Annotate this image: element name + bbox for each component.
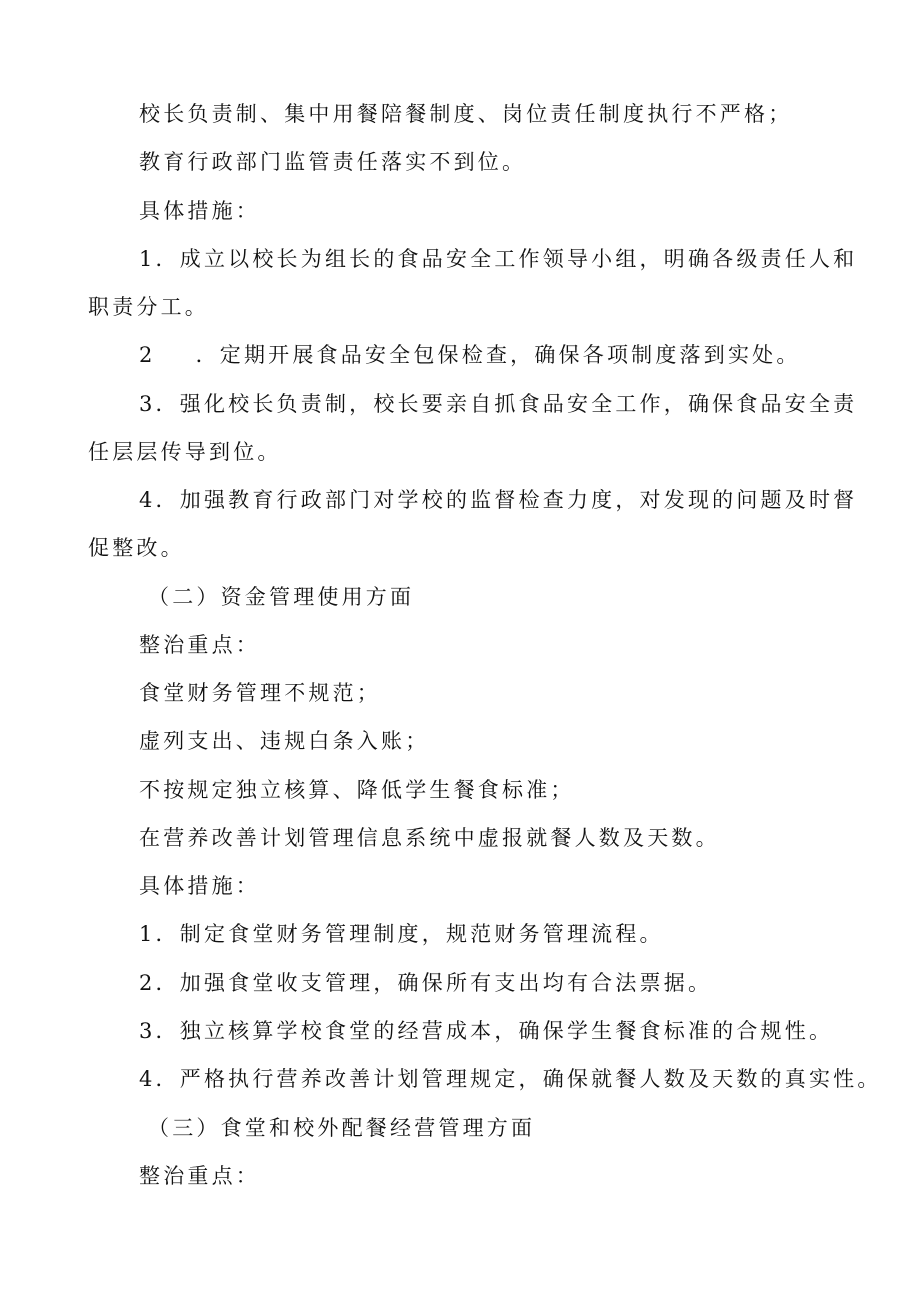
list-item: 1．制定食堂财务管理制度，规范财务管理流程。: [139, 922, 664, 946]
list-item: 3．强化校长负责制，校长要亲自抓食品安全工作，确保食品安全责: [139, 392, 858, 416]
list-item: 2．加强食堂收支管理，确保所有支出均有合法票据。: [139, 971, 713, 995]
list-text: ．定期开展食品安全包保检查，确保各项制度落到实处。: [195, 343, 801, 367]
measures-heading: 具体措施：: [139, 199, 260, 223]
list-item: [139, 341, 801, 369]
text-line: 任层层传导到位。: [88, 440, 282, 464]
list-item: 4．加强教育行政部门对学校的监督检查力度，对发现的问题及时督: [139, 488, 858, 512]
text-line: 校长负责制、集中用餐陪餐制度、岗位责任制度执行不严格；: [139, 102, 793, 126]
measures-heading: 具体措施：: [139, 874, 260, 898]
text-line: 不按规定独立核算、降低学生餐食标准；: [139, 778, 575, 802]
text-line: 促整改。: [88, 536, 185, 560]
text-line: 虚列支出、违规白条入账；: [139, 729, 430, 753]
list-item: 4．严格执行营养改善计划管理规定，确保就餐人数及天数的真实性。: [139, 1067, 882, 1091]
focus-heading: 整治重点：: [139, 633, 260, 657]
text-line: 教育行政部门监管责任落实不到位。: [139, 150, 527, 174]
text-line: 职责分工。: [88, 295, 209, 319]
section-heading: （二）资金管理使用方面: [148, 585, 415, 609]
list-item: 3．独立核算学校食堂的经营成本，确保学生餐食标准的合规性。: [139, 1019, 834, 1043]
focus-heading: 整治重点：: [139, 1164, 260, 1188]
text-line: 在营养改善计划管理信息系统中虚报就餐人数及天数。: [139, 826, 720, 850]
list-number: 2: [139, 343, 156, 367]
list-item: 1．成立以校长为组长的食品安全工作领导小组，明确各级责任人和: [139, 247, 858, 271]
section-heading: （三）食堂和校外配餐经营管理方面: [148, 1116, 536, 1140]
text-line: 食堂财务管理不规范；: [139, 681, 381, 705]
